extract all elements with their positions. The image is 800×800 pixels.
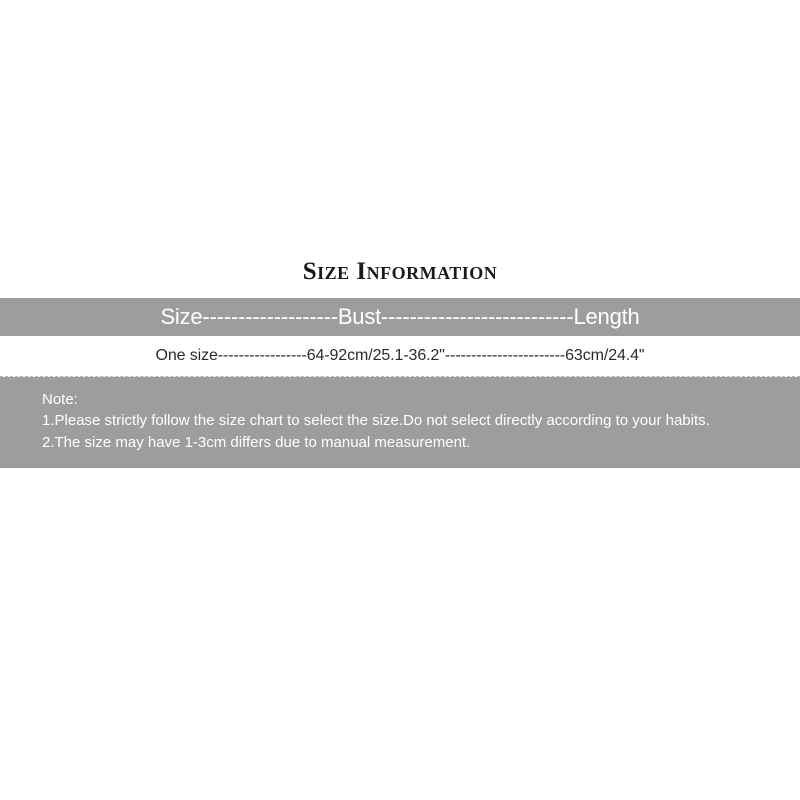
table-row [0, 336, 800, 376]
page-title: Size Information [302, 258, 498, 285]
note-line-2: 2.The size may have 1-3cm differs due to manual measurement. [42, 434, 471, 451]
table-row-onesize: One size-----------------64-92cm/25.1-36.2"-----------------------63cm/24.4" [155, 346, 645, 364]
table-header-band [0, 298, 800, 336]
size-information-block [0, 258, 800, 468]
note-band [0, 377, 800, 468]
table-header-row: Size-------------------Bust---------------------------Length [160, 303, 640, 329]
note-heading: Note: [42, 390, 78, 408]
note-line-1: 1.Please strictly follow the size chart to select the size.Do not select directly according to your habits. [42, 412, 710, 430]
